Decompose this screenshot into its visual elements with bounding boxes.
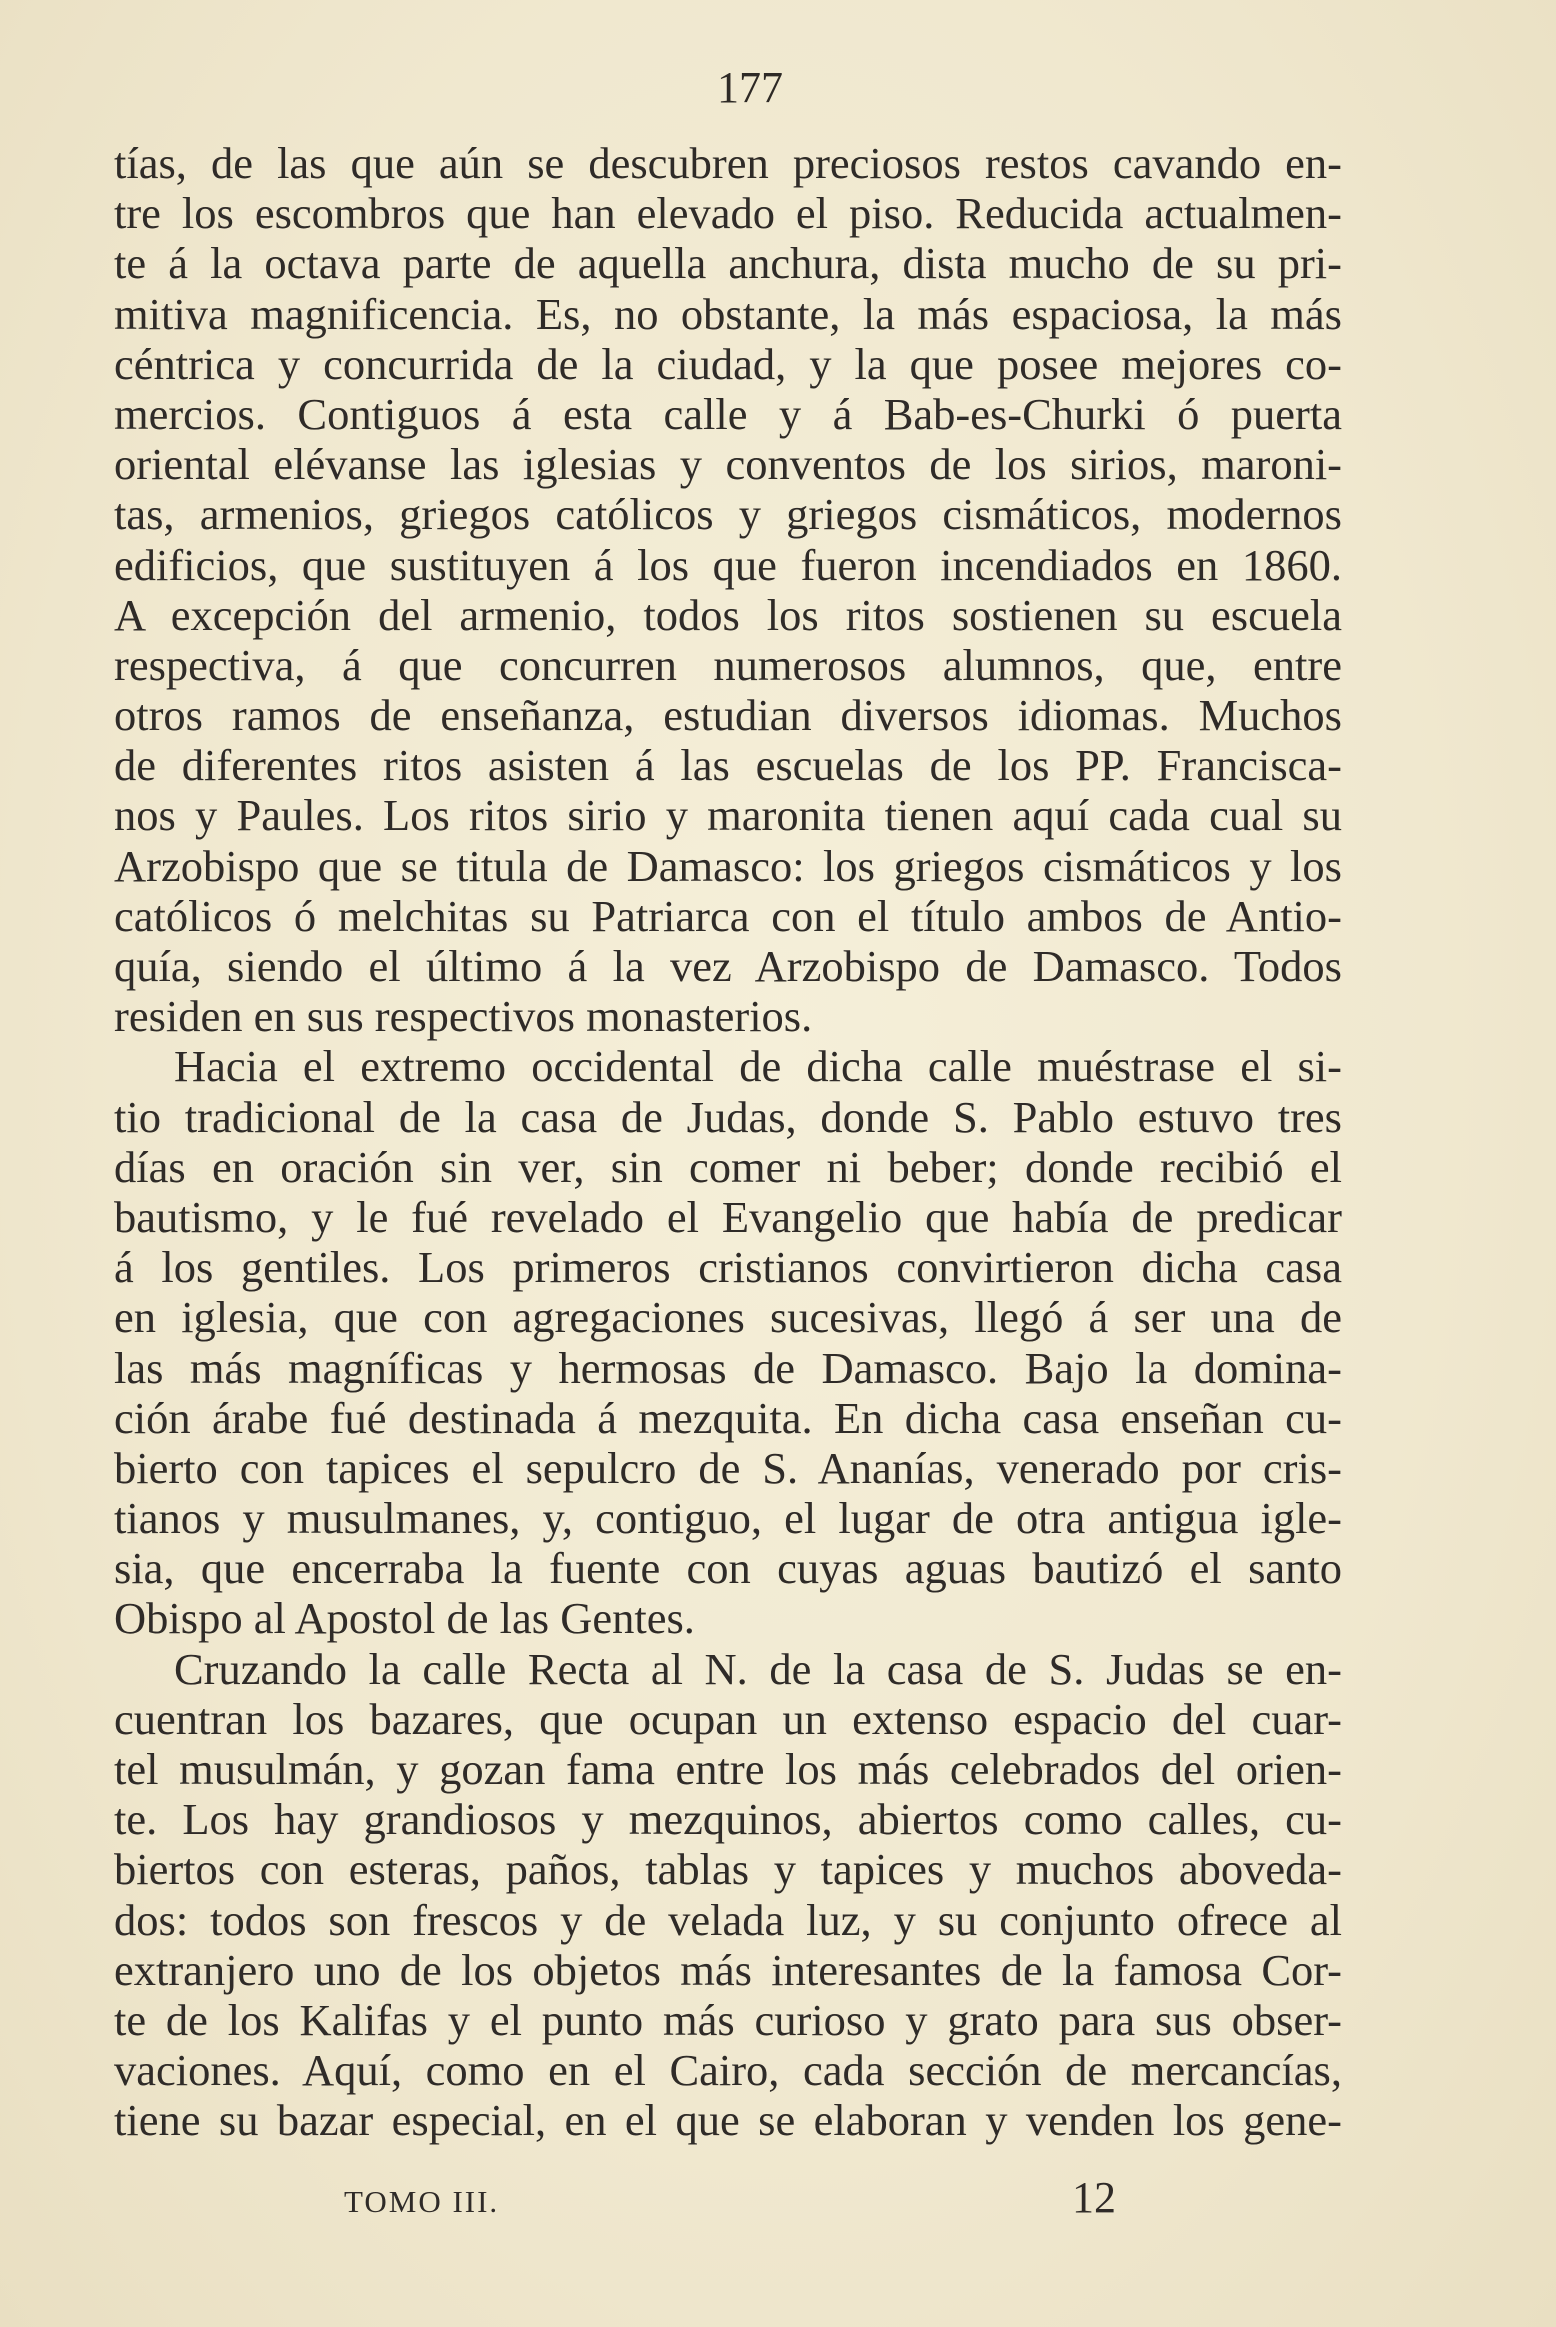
volume-label: TOMO III.	[344, 2184, 500, 2219]
text-line: te de los Kalifas y el punto más curioso y grato para sus obser-	[114, 1994, 1342, 2045]
text-line: nos y Paules. Los ritos sirio y maronita tienen aquí cada cual su	[114, 790, 1342, 841]
text-line: tías, de las que aún se descubren preciosos restos cavando en-	[114, 138, 1342, 188]
text-line: tel musulmán, y gozan fama entre los más celebrados del orien-	[114, 1744, 1342, 1794]
page-footer	[0, 2173, 1556, 2226]
text-line: las más magníficas y hermosas de Damasco. Bajo la domina-	[114, 1342, 1342, 1393]
text-line: tas, armenios, griegos católicos y griegos cismáticos, modernos	[114, 489, 1342, 540]
text-line: días en oración sin ver, sin comer ni beber; donde recibió el	[114, 1141, 1342, 1192]
text-line: cuentran los bazares, que ocupan un extenso espacio del cuar-	[114, 1693, 1342, 1744]
text-line: de diferentes ritos asisten á las escuelas de los PP. Francisca-	[114, 740, 1342, 791]
page-number: 177	[717, 63, 783, 112]
text-line: en iglesia, que con agregaciones sucesivas, llegó á ser una de	[114, 1292, 1342, 1343]
text-line: Arzobispo que se titula de Damasco: los griegos cismáticos y los	[114, 840, 1342, 891]
text-line: á los gentiles. Los primeros cristianos convirtieron dicha casa	[114, 1242, 1342, 1293]
text-line: sia, que encerraba la fuente con cuyas aguas bautizó el santo	[114, 1543, 1342, 1594]
body-text	[114, 138, 1342, 2146]
text-line: extranjero uno de los objetos más interesantes de la famosa Cor-	[114, 1944, 1342, 1995]
text-line: mercios. Contiguos á esta calle y á Bab-es-Churki ó puerta	[114, 388, 1342, 439]
text-line: tre los escombros que han elevado el piso. Reducida actualmen-	[114, 188, 1342, 239]
text-line: te á la octava parte de aquella anchura, dista mucho de su pri-	[114, 238, 1342, 289]
text-line: céntrica y concurrida de la ciudad, y la que posee mejores co-	[114, 338, 1342, 389]
text-line: edificios, que sustituyen á los que fueron incendiados en 1860.	[114, 539, 1342, 590]
text-line: ción árabe fué destinada á mezquita. En dicha casa enseñan cu-	[114, 1392, 1342, 1443]
text-line: tianos y musulmanes, y, contiguo, el lugar de otra antigua igle-	[114, 1493, 1342, 1544]
text-line: bierto con tapices el sepulcro de S. Ananías, venerado por cris-	[114, 1442, 1342, 1493]
text-line: dos: todos son frescos y de velada luz, y su conjunto ofrece al	[114, 1894, 1342, 1945]
text-line: respectiva, á que concurren numerosos alumnos, que, entre	[114, 639, 1342, 690]
text-line: quía, siendo el último á la vez Arzobispo de Damasco. Todos	[114, 941, 1342, 991]
text-line: otros ramos de enseñanza, estudian diversos idiomas. Muchos	[114, 690, 1342, 741]
text-line: A excepción del armenio, todos los ritos sostienen su escuela	[114, 589, 1342, 640]
text-line: bautismo, y le fué revelado el Evangelio que había de predicar	[114, 1191, 1342, 1242]
text-line: vaciones. Aquí, como en el Cairo, cada sección de mercancías,	[114, 2045, 1342, 2096]
text-line: Cruzando la calle Recta al N. de la casa de S. Judas se en-	[174, 1643, 1342, 1694]
text-line: tio tradicional de la casa de Judas, donde S. Pablo estuvo tres	[114, 1091, 1342, 1142]
text-line: católicos ó melchitas su Patriarca con el título ambos de Antio-	[114, 890, 1342, 941]
text-line: residen en sus respectivos monasterios.	[114, 991, 813, 1042]
text-line: te. Los hay grandiosos y mezquinos, abiertos como calles, cu-	[114, 1794, 1342, 1845]
text-line: Obispo al Apostol de las Gentes.	[114, 1593, 695, 1644]
text-line: tiene su bazar especial, en el que se elaboran y venden los gene-	[114, 2095, 1342, 2146]
text-line: Hacia el extremo occidental de dicha calle muéstrase el si-	[174, 1041, 1342, 1092]
text-line: oriental elévanse las iglesias y conventos de los sirios, maroni-	[114, 439, 1342, 490]
text-line: mitiva magnificencia. Es, no obstante, la más espaciosa, la más	[114, 288, 1342, 339]
text-line: biertos con esteras, paños, tablas y tapices y muchos aboveda-	[114, 1844, 1342, 1895]
signature-mark: 12	[1072, 2173, 1116, 2222]
